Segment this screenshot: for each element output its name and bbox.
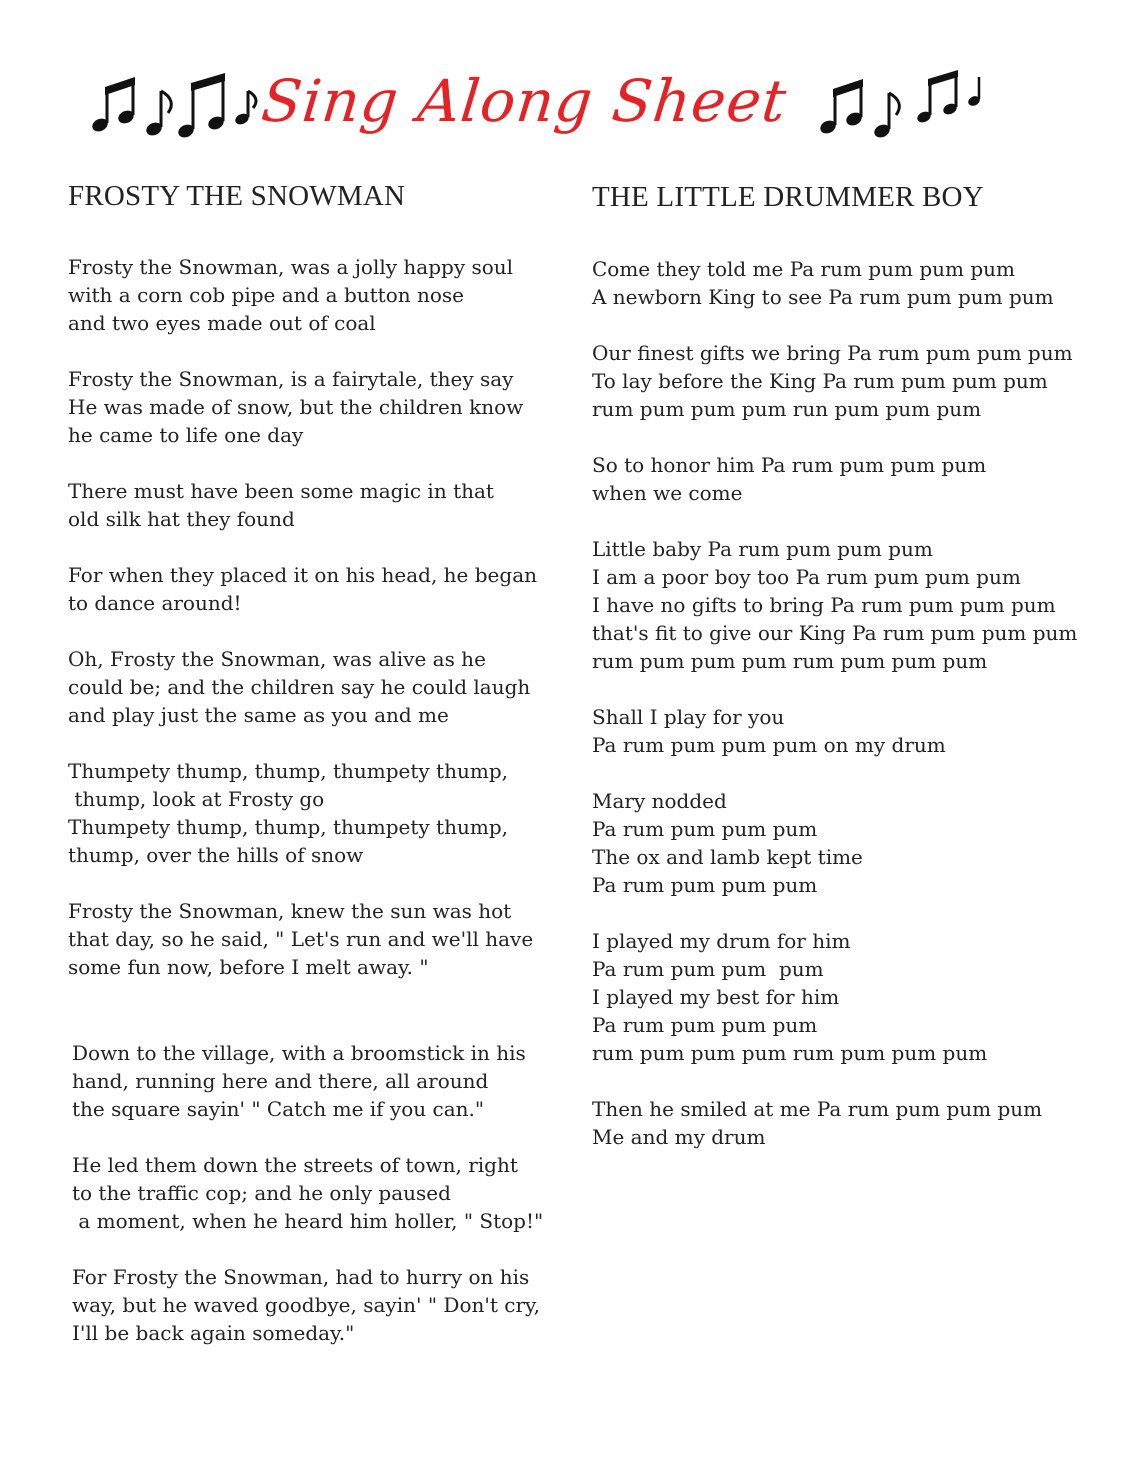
lyric-line: So to honor him Pa rum pum pum pum — [592, 453, 987, 477]
lyric-line: Thumpety thump, thump, thumpety thump, — [68, 759, 508, 783]
lyric-line: I have no gifts to bring Pa rum pum pum pum — [592, 593, 1056, 617]
lyric-line: To lay before the King Pa rum pum pum pum — [592, 369, 1048, 393]
song-title: FROSTY THE SNOWMAN — [68, 180, 406, 212]
stanza — [68, 561, 537, 617]
lyrics-column-left-continued — [72, 1039, 543, 1347]
lyric-line: old silk hat they found — [68, 507, 295, 531]
lyric-line: Pa rum pum pum pum — [592, 873, 818, 897]
stanza — [68, 645, 537, 729]
stanza — [68, 897, 537, 981]
lyric-line: Oh, Frosty the Snowman, was alive as he — [68, 647, 486, 671]
stanza — [72, 1263, 543, 1347]
lyric-line: with a corn cob pipe and a button nose — [68, 283, 465, 307]
stanza — [72, 1151, 543, 1235]
stanza — [592, 535, 1077, 675]
lyric-line: Pa rum pum pum pum — [592, 817, 818, 841]
song-title: THE LITTLE DRUMMER BOY — [592, 181, 984, 213]
stanza — [592, 927, 1077, 1067]
stanza — [592, 339, 1077, 423]
stanza — [68, 365, 537, 449]
lyric-line: way, but he waved goodbye, sayin' " Don't cry, — [72, 1293, 541, 1317]
lyric-line: I am a poor boy too Pa rum pum pum pum — [592, 565, 1021, 589]
lyric-line: some fun now, before I melt away. " — [68, 955, 429, 979]
stanza — [68, 477, 537, 533]
stanza — [592, 451, 1077, 507]
lyric-line: the square sayin' " Catch me if you can." — [72, 1097, 485, 1121]
lyric-line: For Frosty the Snowman, had to hurry on his — [72, 1265, 530, 1289]
lyric-line: For when they placed it on his head, he began — [68, 563, 537, 587]
music-notes-icon — [82, 67, 262, 147]
lyric-line: He led them down the streets of town, right — [72, 1153, 518, 1177]
lyric-line: he came to life one day — [68, 423, 304, 447]
lyrics-column-left — [68, 253, 537, 981]
lyric-line: a moment, when he heard him holler, " Stop!" — [72, 1209, 544, 1233]
lyrics-column-right — [592, 255, 1077, 1151]
lyric-line: and two eyes made out of coal — [68, 311, 376, 335]
lyric-line: Pa rum pum pum pum — [592, 957, 824, 981]
music-notes-icon — [812, 67, 992, 147]
lyric-line: that day, so he said, " Let's run and we'll have — [68, 927, 534, 951]
lyric-line: could be; and the children say he could laugh — [68, 675, 531, 699]
lyric-line: Frosty the Snowman, knew the sun was hot — [68, 899, 512, 923]
lyric-line: rum pum pum pum rum pum pum pum — [592, 1041, 988, 1065]
lyric-line: A newborn King to see Pa rum pum pum pum — [592, 285, 1054, 309]
lyric-line: rum pum pum pum run pum pum pum — [592, 397, 982, 421]
lyric-line: that's fit to give our King Pa rum pum pum pum — [592, 621, 1078, 645]
lyric-line: Shall I play for you — [592, 705, 785, 729]
lyric-line: I played my best for him — [592, 985, 840, 1009]
lyric-line: Down to the village, with a broomstick in his — [72, 1041, 526, 1065]
lyric-line: to dance around! — [68, 591, 242, 615]
page-title: Sing Along Sheet — [258, 67, 791, 135]
lyric-line: Me and my drum — [592, 1125, 766, 1149]
lyric-line: Little baby Pa rum pum pum pum — [592, 537, 933, 561]
lyric-line: hand, running here and there, all around — [72, 1069, 489, 1093]
lyric-line: There must have been some magic in that — [68, 479, 494, 503]
page-header — [0, 55, 1140, 175]
lyric-line: and play just the same as you and me — [68, 703, 449, 727]
stanza — [68, 253, 537, 337]
lyric-line: to the traffic cop; and he only paused — [72, 1181, 451, 1205]
lyric-line: The ox and lamb kept time — [592, 845, 863, 869]
lyric-line: Mary nodded — [592, 789, 727, 813]
lyric-line: when we come — [592, 481, 743, 505]
stanza — [592, 1095, 1077, 1151]
lyric-line: thump, over the hills of snow — [68, 843, 364, 867]
stanza — [592, 255, 1077, 311]
stanza — [72, 1039, 543, 1123]
lyric-line: Pa rum pum pum pum on my drum — [592, 733, 946, 757]
lyric-line: thump, look at Frosty go — [68, 787, 325, 811]
lyric-line: Frosty the Snowman, is a fairytale, they say — [68, 367, 514, 391]
stanza — [592, 703, 1077, 759]
lyric-line: Thumpety thump, thump, thumpety thump, — [68, 815, 508, 839]
lyric-line: Frosty the Snowman, was a jolly happy soul — [68, 255, 514, 279]
lyric-line: Our finest gifts we bring Pa rum pum pum pum — [592, 341, 1073, 365]
stanza — [68, 757, 537, 869]
lyric-line: rum pum pum pum rum pum pum pum — [592, 649, 988, 673]
lyric-line: Pa rum pum pum pum — [592, 1013, 818, 1037]
lyric-line: I played my drum for him — [592, 929, 851, 953]
lyric-line: I'll be back again someday." — [72, 1321, 355, 1345]
lyric-line: He was made of snow, but the children know — [68, 395, 524, 419]
lyric-line: Then he smiled at me Pa rum pum pum pum — [592, 1097, 1043, 1121]
lyric-line: Come they told me Pa rum pum pum pum — [592, 257, 1015, 281]
stanza — [592, 787, 1077, 899]
